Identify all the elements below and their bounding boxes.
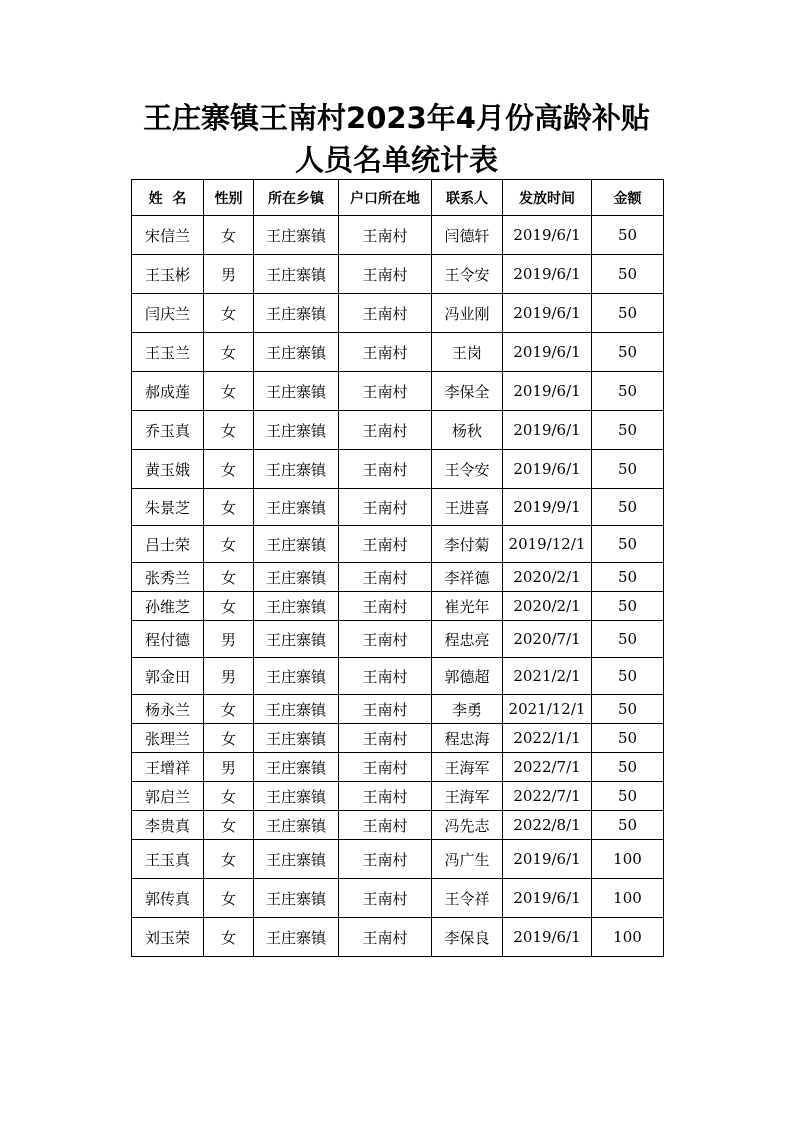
cell-amount: 100 bbox=[592, 918, 664, 957]
table-body bbox=[132, 216, 664, 957]
cell-gender: 女 bbox=[204, 724, 254, 753]
cell-amount: 100 bbox=[592, 840, 664, 879]
cell-contact: 王海军 bbox=[432, 782, 503, 811]
cell-issue-date: 2019/12/1 bbox=[503, 526, 592, 563]
table-row bbox=[132, 753, 664, 782]
cell-gender: 女 bbox=[204, 840, 254, 879]
table-row bbox=[132, 724, 664, 753]
cell-name: 王玉兰 bbox=[132, 333, 204, 372]
header-amount: 金额 bbox=[592, 180, 664, 216]
cell-gender: 女 bbox=[204, 879, 254, 918]
cell-household-registration: 王南村 bbox=[339, 695, 432, 724]
cell-name: 张理兰 bbox=[132, 724, 204, 753]
cell-amount: 50 bbox=[592, 526, 664, 563]
table-row bbox=[132, 621, 664, 658]
cell-issue-date: 2019/6/1 bbox=[503, 333, 592, 372]
cell-household-registration: 王南村 bbox=[339, 753, 432, 782]
cell-issue-date: 2022/7/1 bbox=[503, 782, 592, 811]
cell-contact: 程忠亮 bbox=[432, 621, 503, 658]
cell-issue-date: 2022/1/1 bbox=[503, 724, 592, 753]
cell-gender: 女 bbox=[204, 372, 254, 411]
cell-contact: 崔光年 bbox=[432, 592, 503, 621]
cell-amount: 100 bbox=[592, 879, 664, 918]
cell-gender: 女 bbox=[204, 563, 254, 592]
cell-amount: 50 bbox=[592, 724, 664, 753]
cell-gender: 女 bbox=[204, 592, 254, 621]
cell-contact: 闫德轩 bbox=[432, 216, 503, 255]
cell-issue-date: 2020/2/1 bbox=[503, 592, 592, 621]
cell-township: 王庄寨镇 bbox=[254, 811, 339, 840]
cell-household-registration: 王南村 bbox=[339, 840, 432, 879]
cell-name: 孙维芝 bbox=[132, 592, 204, 621]
cell-amount: 50 bbox=[592, 294, 664, 333]
table-row bbox=[132, 294, 664, 333]
cell-township: 王庄寨镇 bbox=[254, 592, 339, 621]
cell-township: 王庄寨镇 bbox=[254, 621, 339, 658]
table-row bbox=[132, 782, 664, 811]
cell-township: 王庄寨镇 bbox=[254, 333, 339, 372]
cell-issue-date: 2020/2/1 bbox=[503, 563, 592, 592]
cell-contact: 王岗 bbox=[432, 333, 503, 372]
cell-amount: 50 bbox=[592, 216, 664, 255]
cell-township: 王庄寨镇 bbox=[254, 724, 339, 753]
cell-issue-date: 2019/6/1 bbox=[503, 294, 592, 333]
cell-name: 郭传真 bbox=[132, 879, 204, 918]
cell-household-registration: 王南村 bbox=[339, 592, 432, 621]
cell-gender: 女 bbox=[204, 333, 254, 372]
cell-household-registration: 王南村 bbox=[339, 294, 432, 333]
cell-contact: 李保全 bbox=[432, 372, 503, 411]
table-row bbox=[132, 695, 664, 724]
cell-name: 黄玉娥 bbox=[132, 450, 204, 489]
cell-issue-date: 2021/12/1 bbox=[503, 695, 592, 724]
cell-gender: 女 bbox=[204, 489, 254, 526]
cell-amount: 50 bbox=[592, 782, 664, 811]
table-row bbox=[132, 216, 664, 255]
cell-issue-date: 2019/6/1 bbox=[503, 450, 592, 489]
cell-household-registration: 王南村 bbox=[339, 658, 432, 695]
cell-household-registration: 王南村 bbox=[339, 563, 432, 592]
cell-gender: 女 bbox=[204, 411, 254, 450]
table-row bbox=[132, 658, 664, 695]
cell-contact: 冯业刚 bbox=[432, 294, 503, 333]
cell-contact: 王令安 bbox=[432, 450, 503, 489]
cell-name: 吕士荣 bbox=[132, 526, 204, 563]
cell-gender: 女 bbox=[204, 216, 254, 255]
cell-household-registration: 王南村 bbox=[339, 372, 432, 411]
cell-household-registration: 王南村 bbox=[339, 526, 432, 563]
cell-gender: 女 bbox=[204, 450, 254, 489]
cell-gender: 女 bbox=[204, 695, 254, 724]
cell-issue-date: 2019/6/1 bbox=[503, 918, 592, 957]
cell-amount: 50 bbox=[592, 621, 664, 658]
cell-household-registration: 王南村 bbox=[339, 918, 432, 957]
cell-name: 乔玉真 bbox=[132, 411, 204, 450]
cell-name: 李贵真 bbox=[132, 811, 204, 840]
cell-household-registration: 王南村 bbox=[339, 879, 432, 918]
cell-household-registration: 王南村 bbox=[339, 216, 432, 255]
cell-township: 王庄寨镇 bbox=[254, 489, 339, 526]
cell-amount: 50 bbox=[592, 333, 664, 372]
cell-amount: 50 bbox=[592, 411, 664, 450]
cell-issue-date: 2019/6/1 bbox=[503, 879, 592, 918]
cell-gender: 女 bbox=[204, 294, 254, 333]
cell-contact: 王令安 bbox=[432, 255, 503, 294]
cell-name: 郭金田 bbox=[132, 658, 204, 695]
table-row bbox=[132, 255, 664, 294]
table-row bbox=[132, 840, 664, 879]
cell-name: 程付德 bbox=[132, 621, 204, 658]
cell-township: 王庄寨镇 bbox=[254, 563, 339, 592]
table-row bbox=[132, 563, 664, 592]
cell-contact: 郭德超 bbox=[432, 658, 503, 695]
cell-household-registration: 王南村 bbox=[339, 782, 432, 811]
cell-contact: 王进喜 bbox=[432, 489, 503, 526]
cell-amount: 50 bbox=[592, 811, 664, 840]
cell-amount: 50 bbox=[592, 489, 664, 526]
cell-name: 王增祥 bbox=[132, 753, 204, 782]
cell-name: 张秀兰 bbox=[132, 563, 204, 592]
cell-name: 杨永兰 bbox=[132, 695, 204, 724]
cell-contact: 程忠海 bbox=[432, 724, 503, 753]
cell-township: 王庄寨镇 bbox=[254, 658, 339, 695]
cell-name: 王玉彬 bbox=[132, 255, 204, 294]
document-title-line-2: 人员名单统计表 bbox=[294, 143, 498, 177]
cell-amount: 50 bbox=[592, 450, 664, 489]
cell-township: 王庄寨镇 bbox=[254, 918, 339, 957]
cell-amount: 50 bbox=[592, 753, 664, 782]
header-contact: 联系人 bbox=[432, 180, 503, 216]
cell-contact: 李付菊 bbox=[432, 526, 503, 563]
table-row bbox=[132, 811, 664, 840]
cell-amount: 50 bbox=[592, 255, 664, 294]
subsidy-roster-table bbox=[131, 179, 664, 957]
cell-household-registration: 王南村 bbox=[339, 621, 432, 658]
cell-name: 宋信兰 bbox=[132, 216, 204, 255]
cell-township: 王庄寨镇 bbox=[254, 695, 339, 724]
cell-township: 王庄寨镇 bbox=[254, 879, 339, 918]
cell-township: 王庄寨镇 bbox=[254, 450, 339, 489]
cell-name: 郭启兰 bbox=[132, 782, 204, 811]
cell-contact: 冯先志 bbox=[432, 811, 503, 840]
cell-name: 朱景芝 bbox=[132, 489, 204, 526]
cell-amount: 50 bbox=[592, 563, 664, 592]
cell-gender: 女 bbox=[204, 811, 254, 840]
cell-issue-date: 2021/2/1 bbox=[503, 658, 592, 695]
header-gender: 性别 bbox=[204, 180, 254, 216]
cell-issue-date: 2019/6/1 bbox=[503, 411, 592, 450]
cell-issue-date: 2020/7/1 bbox=[503, 621, 592, 658]
cell-issue-date: 2019/6/1 bbox=[503, 372, 592, 411]
cell-gender: 男 bbox=[204, 753, 254, 782]
cell-household-registration: 王南村 bbox=[339, 255, 432, 294]
cell-gender: 男 bbox=[204, 621, 254, 658]
cell-contact: 冯广生 bbox=[432, 840, 503, 879]
table-row bbox=[132, 489, 664, 526]
table-row bbox=[132, 526, 664, 563]
cell-name: 闫庆兰 bbox=[132, 294, 204, 333]
cell-contact: 王海军 bbox=[432, 753, 503, 782]
header-name: 姓 名 bbox=[132, 180, 204, 216]
cell-gender: 男 bbox=[204, 658, 254, 695]
cell-amount: 50 bbox=[592, 372, 664, 411]
table-row bbox=[132, 333, 664, 372]
cell-township: 王庄寨镇 bbox=[254, 753, 339, 782]
cell-name: 刘玉荣 bbox=[132, 918, 204, 957]
table-header-row bbox=[132, 180, 664, 216]
cell-name: 郝成莲 bbox=[132, 372, 204, 411]
cell-gender: 女 bbox=[204, 782, 254, 811]
cell-issue-date: 2022/7/1 bbox=[503, 753, 592, 782]
cell-issue-date: 2019/6/1 bbox=[503, 840, 592, 879]
cell-contact: 李保良 bbox=[432, 918, 503, 957]
cell-name: 王玉真 bbox=[132, 840, 204, 879]
cell-township: 王庄寨镇 bbox=[254, 372, 339, 411]
cell-gender: 女 bbox=[204, 918, 254, 957]
cell-township: 王庄寨镇 bbox=[254, 216, 339, 255]
cell-gender: 男 bbox=[204, 255, 254, 294]
cell-issue-date: 2019/6/1 bbox=[503, 255, 592, 294]
cell-contact: 杨秋 bbox=[432, 411, 503, 450]
cell-amount: 50 bbox=[592, 658, 664, 695]
cell-township: 王庄寨镇 bbox=[254, 526, 339, 563]
cell-township: 王庄寨镇 bbox=[254, 840, 339, 879]
table-row bbox=[132, 592, 664, 621]
cell-township: 王庄寨镇 bbox=[254, 782, 339, 811]
cell-contact: 李勇 bbox=[432, 695, 503, 724]
cell-township: 王庄寨镇 bbox=[254, 294, 339, 333]
cell-household-registration: 王南村 bbox=[339, 724, 432, 753]
table-row bbox=[132, 879, 664, 918]
document-title-line-1: 王庄寨镇王南村2023年4月份高龄补贴 bbox=[143, 101, 650, 135]
cell-township: 王庄寨镇 bbox=[254, 255, 339, 294]
cell-issue-date: 2019/6/1 bbox=[503, 216, 592, 255]
cell-gender: 女 bbox=[204, 526, 254, 563]
cell-household-registration: 王南村 bbox=[339, 489, 432, 526]
cell-issue-date: 2019/9/1 bbox=[503, 489, 592, 526]
cell-amount: 50 bbox=[592, 695, 664, 724]
cell-household-registration: 王南村 bbox=[339, 811, 432, 840]
table-row bbox=[132, 411, 664, 450]
header-household-registration: 户口所在地 bbox=[339, 180, 432, 216]
header-township: 所在乡镇 bbox=[254, 180, 339, 216]
table-row bbox=[132, 450, 664, 489]
cell-issue-date: 2022/8/1 bbox=[503, 811, 592, 840]
cell-contact: 李祥德 bbox=[432, 563, 503, 592]
cell-household-registration: 王南村 bbox=[339, 411, 432, 450]
table-row bbox=[132, 918, 664, 957]
cell-township: 王庄寨镇 bbox=[254, 411, 339, 450]
cell-amount: 50 bbox=[592, 592, 664, 621]
header-issue-date: 发放时间 bbox=[503, 180, 592, 216]
cell-household-registration: 王南村 bbox=[339, 333, 432, 372]
cell-contact: 王令祥 bbox=[432, 879, 503, 918]
cell-household-registration: 王南村 bbox=[339, 450, 432, 489]
table-row bbox=[132, 372, 664, 411]
